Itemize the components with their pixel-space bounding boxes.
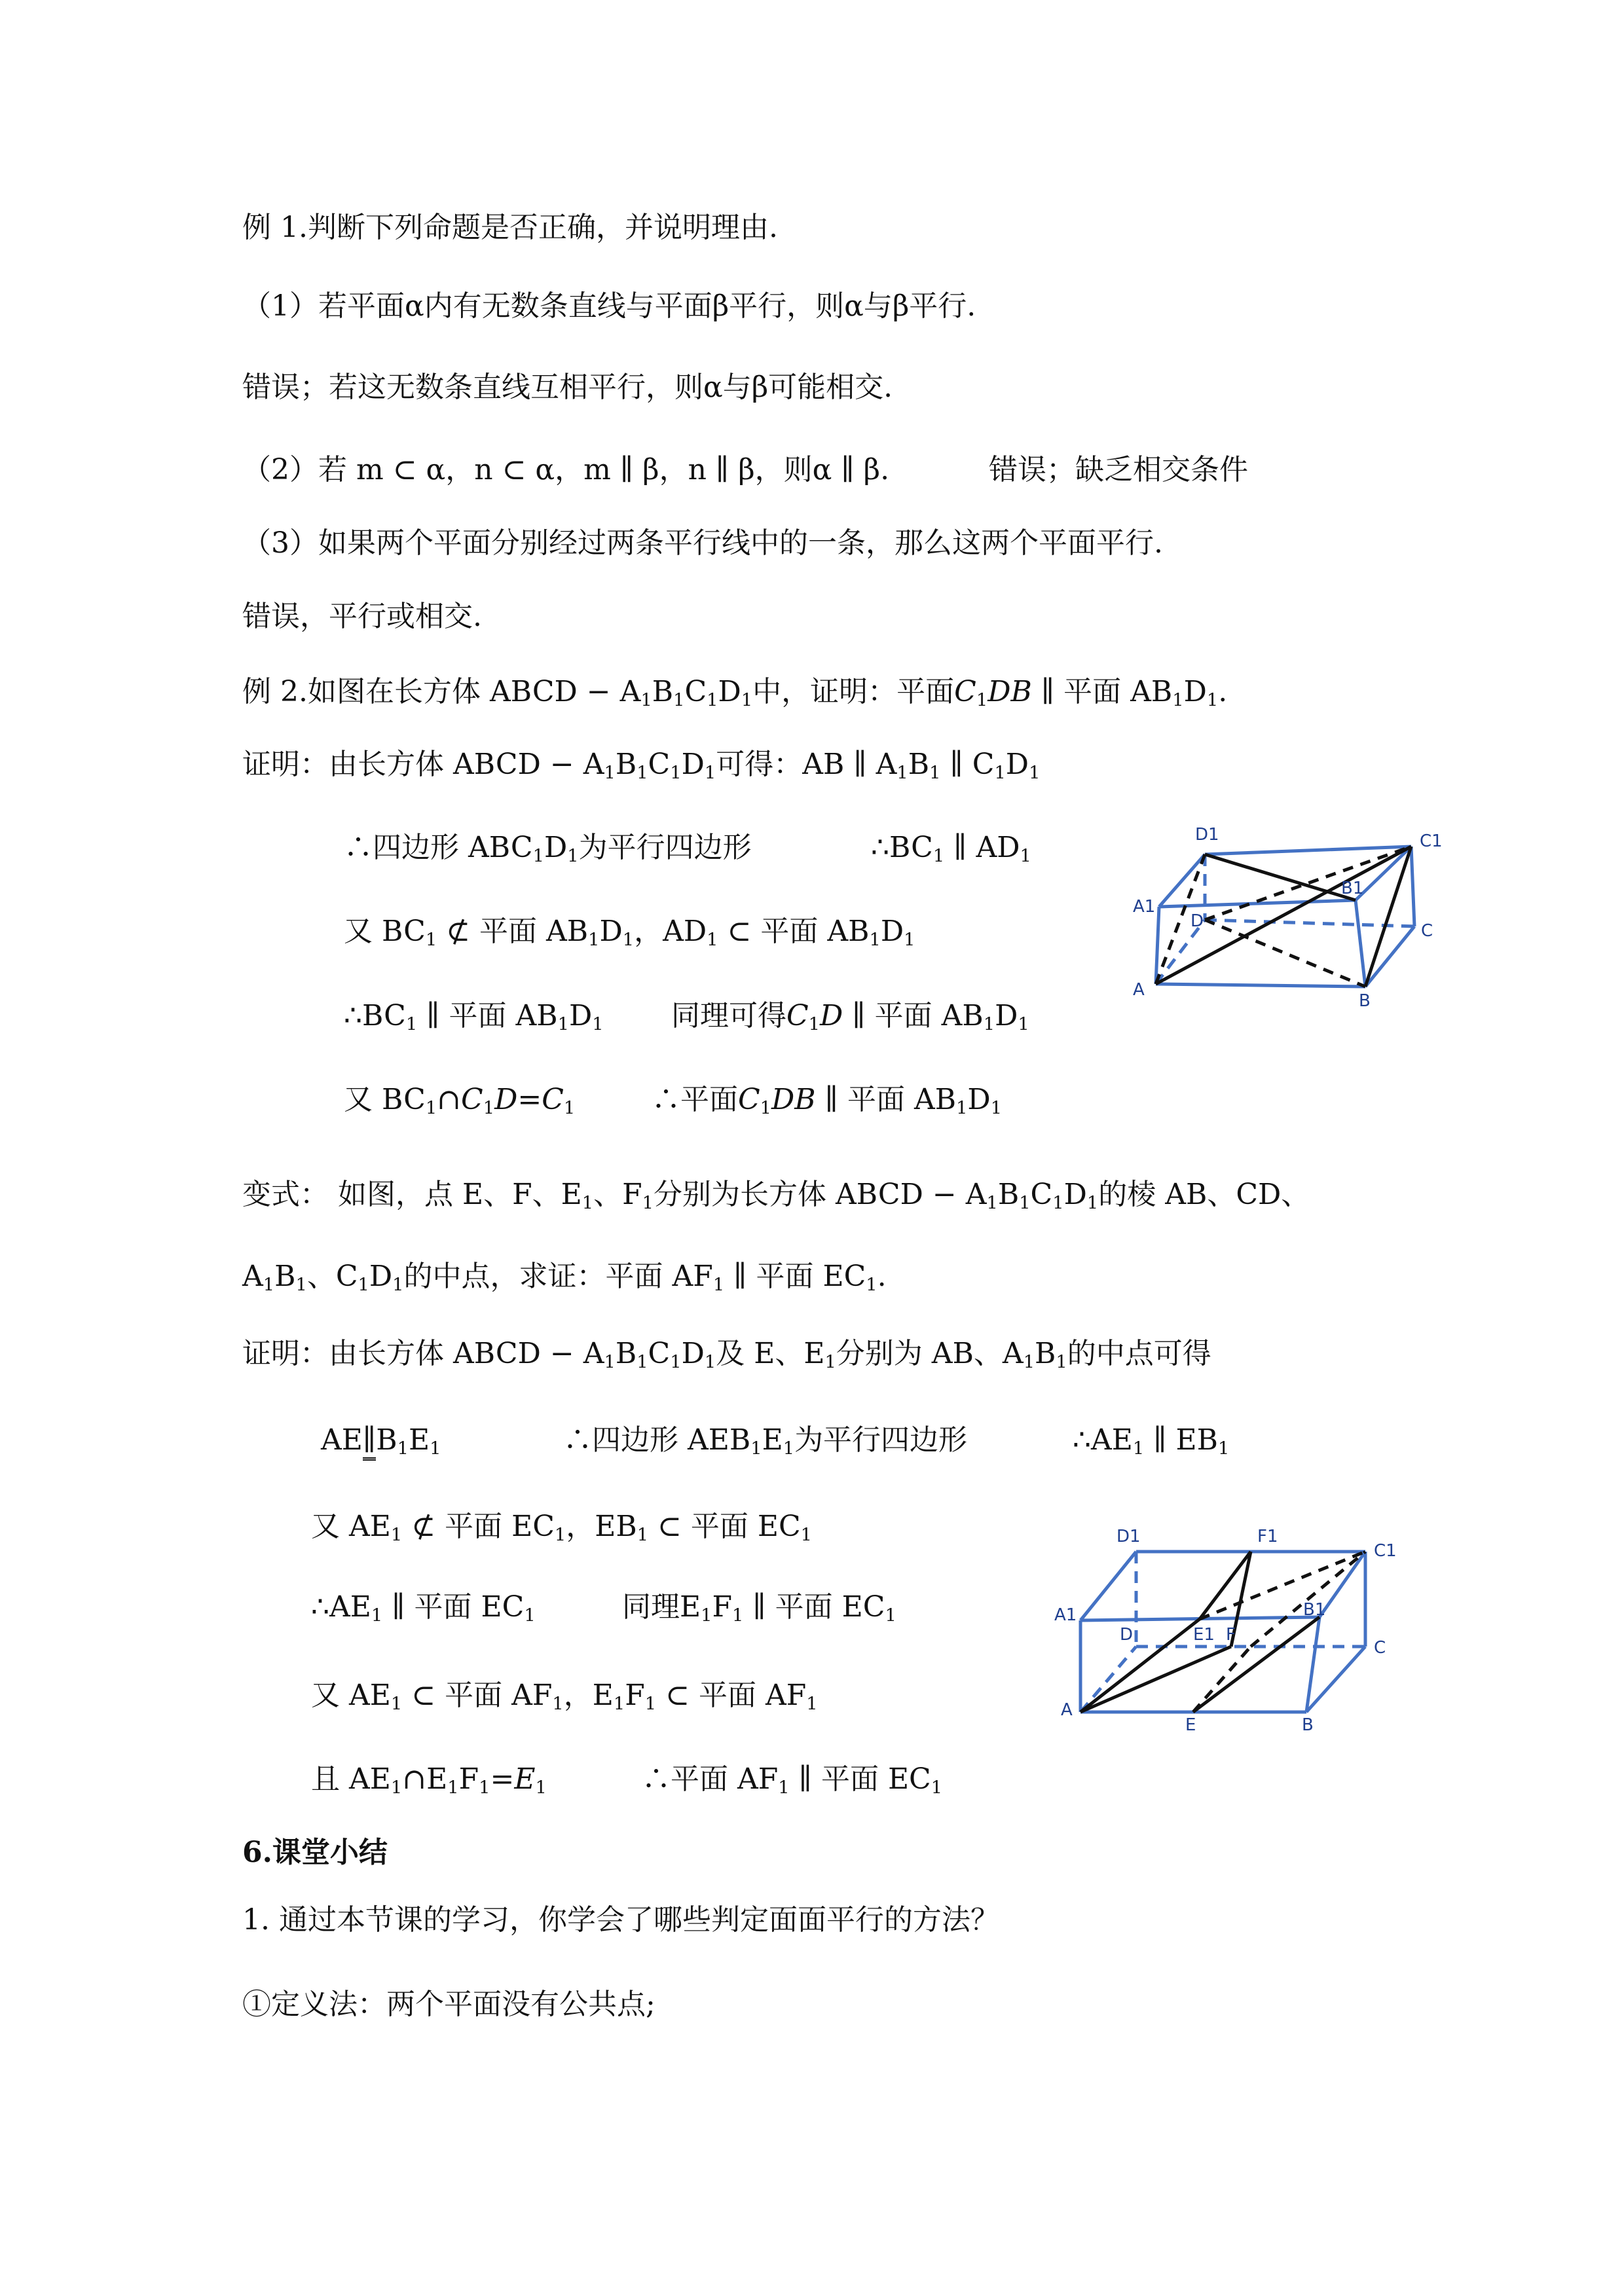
fig1-label-a: A bbox=[1133, 980, 1145, 1000]
fig1-label-b: B bbox=[1359, 991, 1371, 1011]
variant-intro-c: 的棱 AB、CD、 bbox=[1098, 1178, 1310, 1211]
example2-step2: 又 $BC_1$ ⊄ 平面 $AB_1D_1$，$AD_1$ ⊂ 平面 $AB_1D_1$ bbox=[344, 915, 915, 951]
fig2-label-d1: D1 bbox=[1116, 1527, 1141, 1546]
fig1-label-d: D bbox=[1190, 911, 1204, 931]
variant-proof-line1: 证明：由长方体 ABCD − $A_1B_1C_1D_1$及 E、$E_1$分别为 AB、$A_1B_1$的中点可得 bbox=[242, 1337, 1211, 1373]
example2-title-post: 平面 AB bbox=[1063, 675, 1173, 708]
variant-step3-b: 同理 bbox=[622, 1590, 680, 1624]
fig1-label-a1: A1 bbox=[1133, 897, 1156, 917]
fig2-label-b: B bbox=[1302, 1715, 1314, 1732]
example2-step4: 又 $BC_1\cap C_1D=C_1$ ∴平面$C_1DB$ ∥ 平面 $AB_1D_1$ bbox=[344, 1083, 1003, 1119]
variant-step3: $\therefore AE_1$ ∥ 平面 $EC_1$ 同理$E_1F_1$ ∥ 平面 $EC_1$ bbox=[311, 1590, 896, 1626]
fig1-label-b1: B1 bbox=[1341, 879, 1364, 898]
variant-step5: 且 $AE_1\cap E_1F_1=E_1$ ∴平面 $AF_1$ ∥ 平面 $EC_1$ bbox=[311, 1762, 943, 1798]
example2-step3: $\therefore BC_1$ ∥ 平面 $AB_1D_1$ 同理可得$C_1D$ ∥ 平面 $AB_1D_1$ bbox=[344, 999, 1029, 1035]
variant-intro-a: 变式： 如图，点 E、F、E bbox=[242, 1178, 582, 1211]
example1-question2-line bbox=[242, 450, 1248, 490]
example2-proof-line1: 证明：由长方体 ABCD − $A_1B_1C_1D_1$可得：AB ∥ $A_1B_1$ ∥ $C_1D_1$ bbox=[242, 748, 1041, 784]
fig2-label-c1: C1 bbox=[1374, 1541, 1397, 1561]
cuboid-figure-2 bbox=[1054, 1516, 1421, 1732]
cuboid-figure-1 bbox=[1133, 815, 1473, 1011]
example2-title-text: 例 2.如图在长方体 ABCD − A bbox=[242, 675, 641, 708]
example2-step1: ∴四边形 $ABC_1D_1$为平行四边形 $\therefore BC_1$ ∥ $AD_1$ bbox=[344, 831, 1031, 867]
fig2-label-e1: E1 bbox=[1193, 1625, 1215, 1645]
example2-step1-b: 为平行四边形 bbox=[578, 831, 752, 864]
summary-heading: 6.课堂小结 bbox=[242, 1836, 388, 1869]
example2-step3-b: 同理可得 bbox=[671, 999, 786, 1032]
example1-question1: （1）若平面α内有无数条直线与平面β平行，则α与β平行. bbox=[242, 289, 976, 323]
variant-step1-c: ∴四边形 AEB bbox=[563, 1423, 751, 1457]
example1-answer3: 错误，平行或相交. bbox=[242, 600, 482, 633]
fig2-label-f1: F1 bbox=[1257, 1527, 1278, 1546]
fig2-label-a1: A1 bbox=[1054, 1605, 1077, 1625]
fig2-label-e: E bbox=[1185, 1715, 1196, 1732]
example2-title: 例 2.如图在长方体 ABCD − $A_1B_1C_1D_1$中，证明：平面$C_1DB$ ∥ 平面 $AB_1D_1$. bbox=[242, 675, 1228, 711]
variant-proof-c: 分别为 AB、A bbox=[836, 1337, 1024, 1370]
variant-intro2: 的中点，求证：平面 AF bbox=[403, 1260, 713, 1293]
variant-step4: 又 $AE_1$ ⊂ 平面 $AF_1$，$E_1F_1$ ⊂ 平面 $AF_1$ bbox=[311, 1679, 818, 1715]
variant-intro-line1: 变式： 如图，点 E、F、$E_1$、$F_1$分别为长方体 ABCD − $A_1B_1C_1D_1$的棱 AB、CD、 bbox=[242, 1178, 1310, 1214]
fig2-label-f: F bbox=[1226, 1625, 1236, 1645]
example2-step2-text: 又 BC bbox=[344, 915, 426, 948]
fig2-label-c: C bbox=[1374, 1638, 1386, 1658]
fig1-label-c1: C1 bbox=[1420, 831, 1443, 851]
summary-method1: ①定义法：两个平面没有公共点; bbox=[242, 1988, 655, 2021]
fig2-label-d: D bbox=[1120, 1625, 1134, 1645]
fig2-label-a: A bbox=[1061, 1700, 1073, 1720]
variant-step1-d: 为平行四边形 bbox=[794, 1423, 968, 1457]
variant-step4-text: 又 AE bbox=[311, 1679, 391, 1712]
fig2-label-b1: B1 bbox=[1303, 1600, 1326, 1620]
variant-intro-line2: $A_1B_1$、$C_1D_1$的中点，求证：平面 $AF_1$ ∥ 平面 $EC_1$. bbox=[242, 1260, 887, 1296]
example2-proof-post: 可得：AB ∥ A bbox=[716, 748, 897, 781]
example2-title-mid: 中，证明：平面 bbox=[752, 675, 955, 708]
variant-step1: $AE\parallel B_1E_1$ ∴四边形 $AEB_1E_1$为平行四边形 $\therefore AE_1$ ∥ $EB_1$ bbox=[321, 1421, 441, 1460]
variant-proof-a: 证明：由长方体 ABCD − A bbox=[242, 1337, 604, 1370]
variant-intro-b: 分别为长方体 ABCD − A bbox=[654, 1178, 987, 1211]
example2-step4-b: ∴平面 bbox=[652, 1083, 738, 1116]
example1-answer1: 错误；若这无数条直线互相平行，则α与β可能相交. bbox=[242, 371, 893, 404]
summary-question: 1. 通过本节课的学习，你学会了哪些判定面面平行的方法？ bbox=[242, 1903, 999, 1937]
example1-answer2: 错误；缺乏相交条件 bbox=[989, 453, 1248, 486]
example1-question3: （3）如果两个平面分别经过两条平行线中的一条，那么这两个平面平行. bbox=[242, 526, 1163, 560]
variant-step2: 又 $AE_1$ ⊄ 平面 $EC_1$，$EB_1$ ⊂ 平面 $EC_1$ bbox=[311, 1510, 813, 1546]
fig1-label-c: C bbox=[1421, 921, 1433, 941]
variant-proof-b: 及 E、E bbox=[716, 1337, 825, 1370]
fig1-label-d1: D1 bbox=[1195, 825, 1219, 845]
variant-step2-text: 又 AE bbox=[311, 1510, 391, 1543]
example2-step1-a: ∴四边形 ABC bbox=[344, 831, 533, 864]
example2-proof-pre: 证明：由长方体 ABCD − A bbox=[242, 748, 604, 781]
example2-step1-c: ∴BC bbox=[871, 831, 933, 864]
example2-step4-text: 又 BC bbox=[344, 1083, 426, 1116]
variant-step3-text: ∴AE bbox=[311, 1590, 371, 1624]
example2-step3-text: ∴BC bbox=[344, 999, 406, 1032]
example1-title: 例 1.判断下列命题是否正确，并说明理由. bbox=[242, 211, 778, 244]
variant-proof-d: 的中点可得 bbox=[1067, 1337, 1211, 1370]
example1-question2: （2）若 m ⊂ α，n ⊂ α，m ∥ β，n ∥ β，则α ∥ β. bbox=[242, 453, 890, 486]
variant-step5-text: 且 AE bbox=[311, 1762, 391, 1796]
